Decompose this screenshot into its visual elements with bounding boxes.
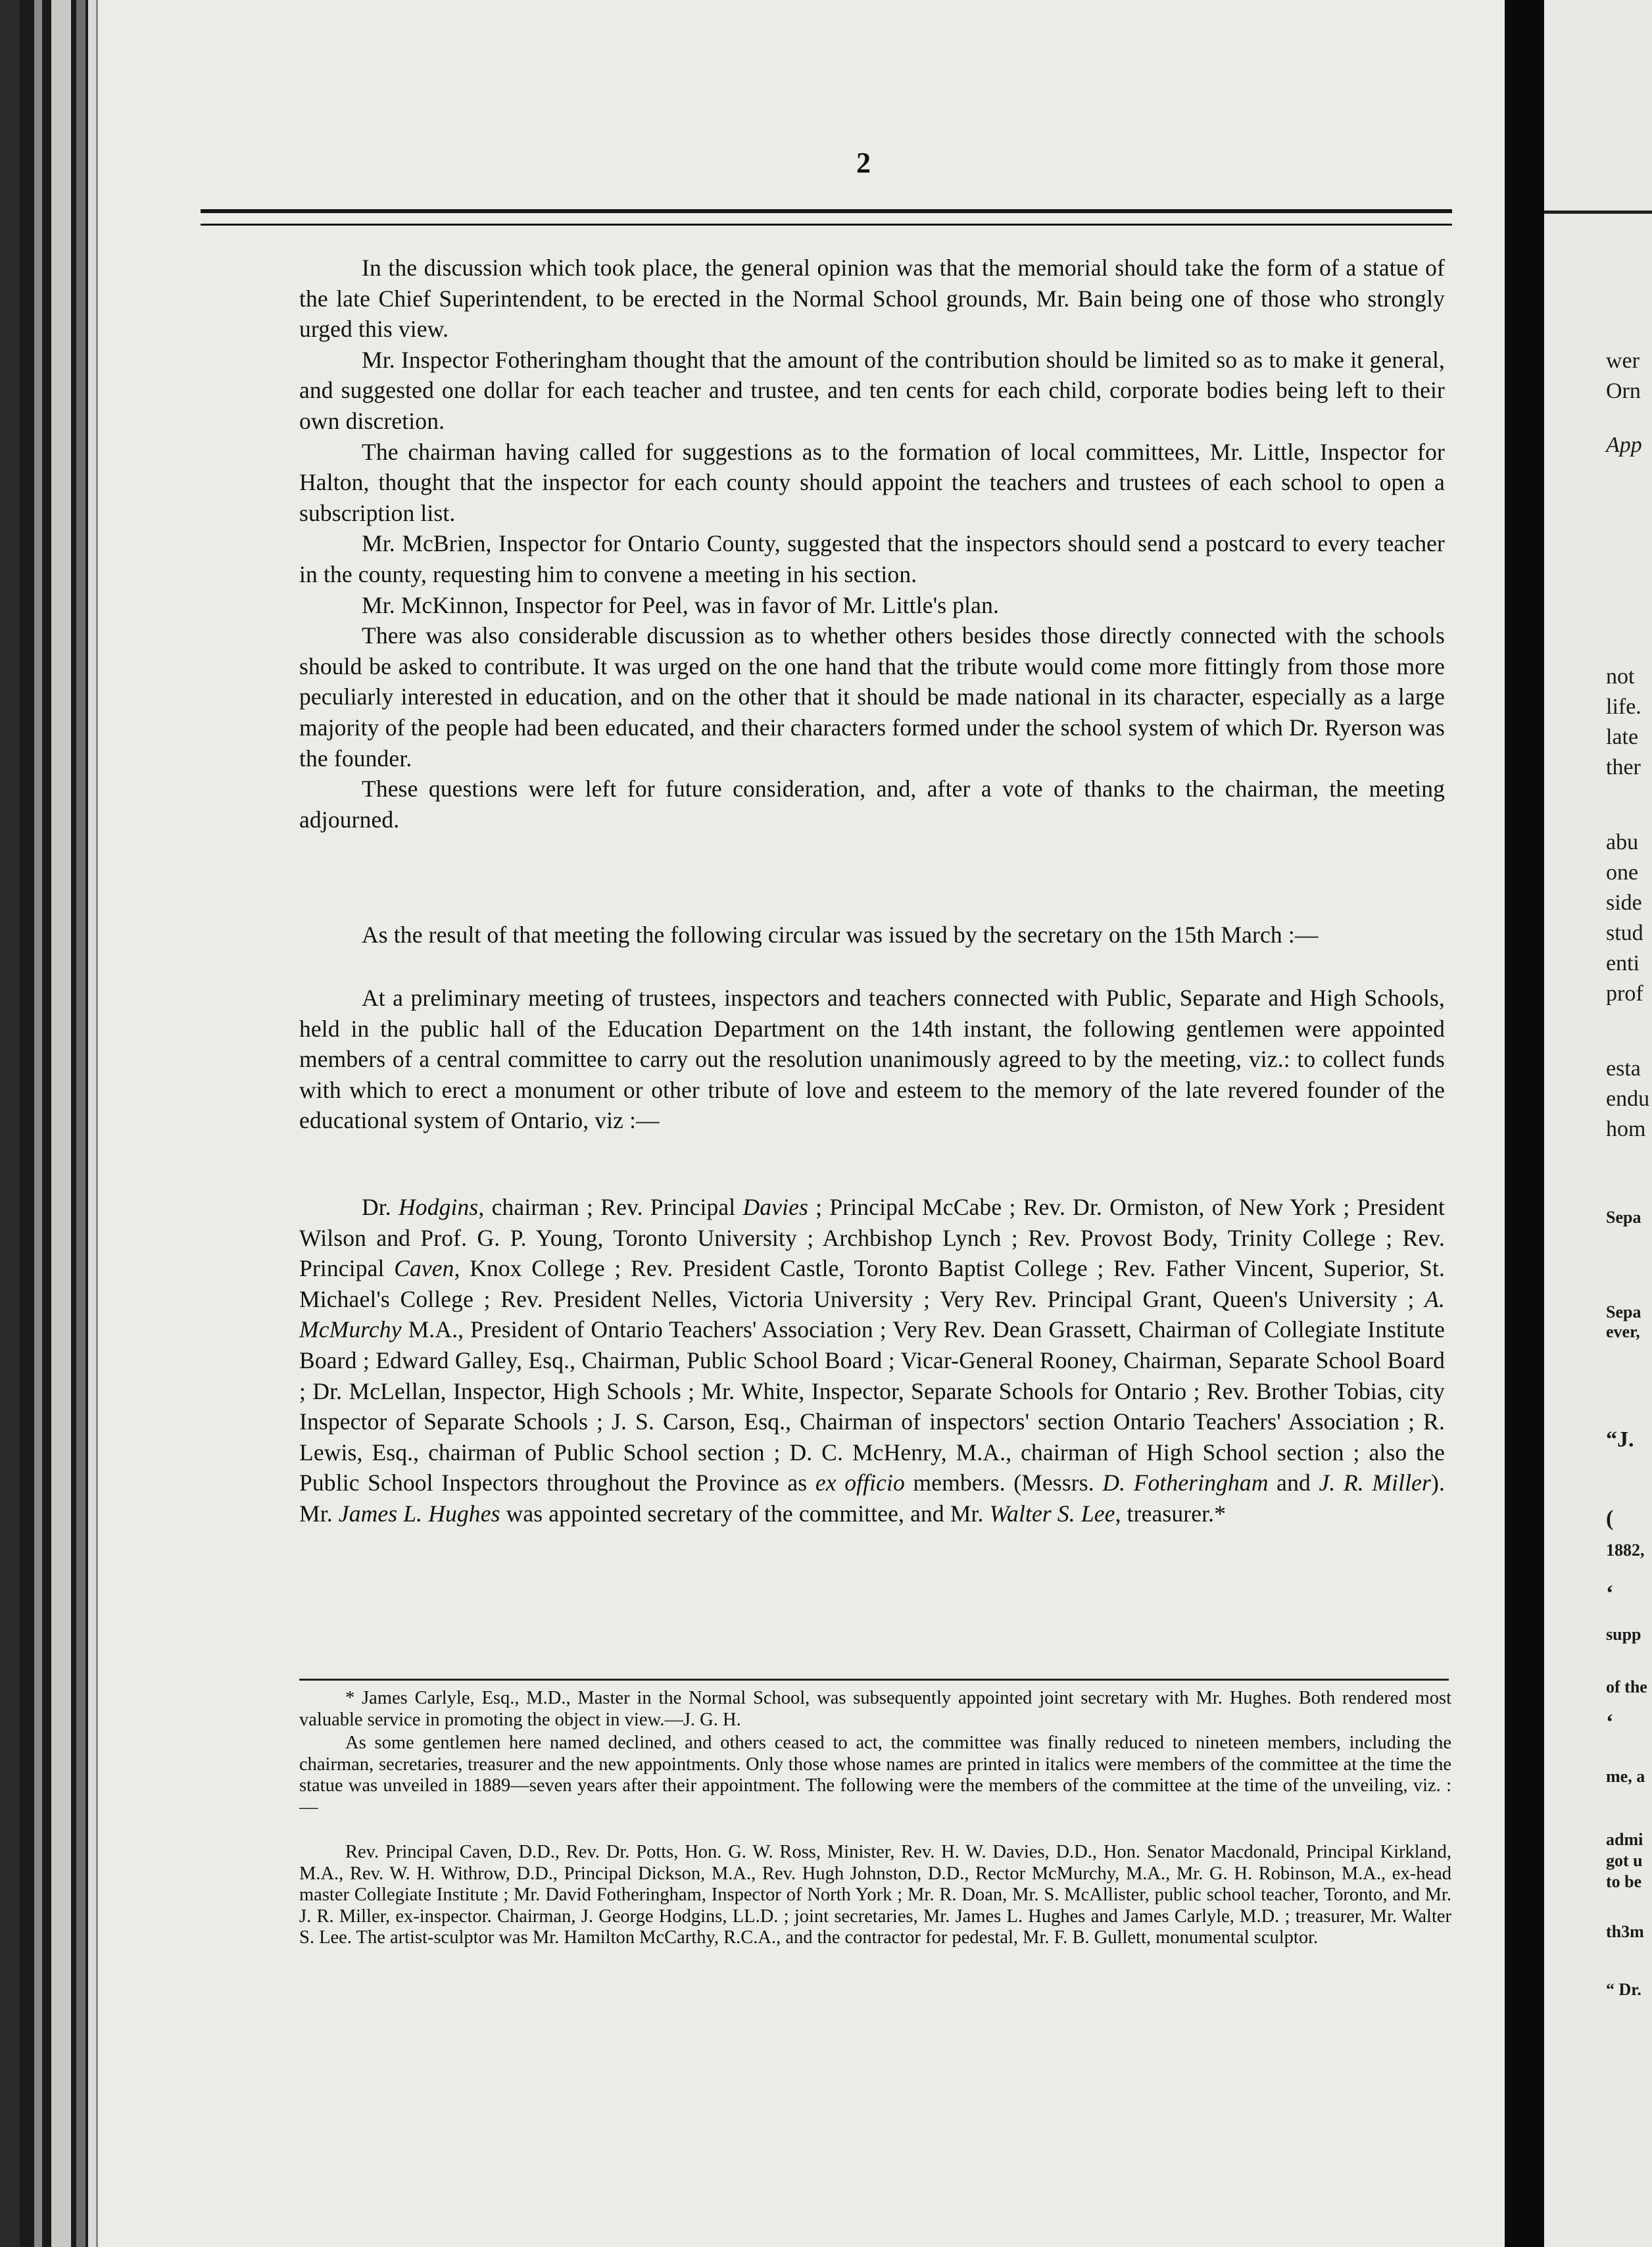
text-run: ). Mr. — [299, 1469, 1445, 1527]
scan-left-margin — [0, 0, 99, 2247]
paragraph: There was also considerable discussion as to whether others besides those directly connected with the schools should be asked to contribute. It was urged on the one hand that the tribute would come more fittingly from those more peculiarly interested in education, and on the other that it should be made national in its character, especially as a large majority of the people had been educated, and their characters formed under the school system of which Dr. Ryerson was the founder. — [299, 622, 1445, 772]
italic-name: James L. Hughes — [338, 1500, 500, 1527]
adjacent-fragment: me, a — [1606, 1767, 1645, 1786]
adjacent-fragment: ‘ — [1606, 1710, 1614, 1735]
scan-band — [88, 0, 96, 2247]
footnote — [299, 1842, 1451, 1949]
page-gutter — [1505, 0, 1544, 2247]
adjacent-fragment: got u — [1606, 1851, 1643, 1870]
adjacent-fragment: supp — [1606, 1625, 1641, 1644]
text-run: , Knox College ; Rev. President Castle, Toronto Baptist College ; Rev. Father Vincent, Superior, St. Michael's College ; Rev. President Nelles, Victoria University ; Very Rev. Principal Grant, Queen's University ; — [299, 1255, 1446, 1312]
italic-name: D. Fotheringham — [1102, 1469, 1269, 1496]
header-double-rule — [201, 209, 1452, 226]
adjacent-fragment: one — [1606, 860, 1639, 885]
adjacent-fragment: admi — [1606, 1830, 1643, 1849]
adjacent-fragment: life. — [1606, 695, 1641, 719]
italic-name: Hodgins — [399, 1194, 479, 1220]
scan-band — [76, 0, 85, 2247]
adjacent-page-rule — [1544, 210, 1652, 214]
italic-term: ex officio — [815, 1469, 905, 1496]
adjacent-fragment: endu — [1606, 1087, 1650, 1111]
text-run: was appointed secretary of the committee, and Mr. — [500, 1500, 990, 1527]
paragraph: The chairman having called for suggestions as to the formation of local committees, Mr. Little, Inspector for Halton, thought that the inspector for each county should appoint the teachers and trustees of each school to open a subscription list. — [299, 438, 1445, 526]
adjacent-fragment: “ Dr. — [1606, 1980, 1641, 1999]
paragraph: These questions were left for future consideration, and, after a vote of thanks to the chairman, the meeting adjourned. — [299, 776, 1445, 833]
text-run: Dr. — [362, 1194, 399, 1220]
adjacent-fragment: ( — [1606, 1506, 1614, 1531]
adjacent-fragment: prof — [1606, 981, 1643, 1006]
adjacent-fragment: enti — [1606, 951, 1640, 975]
circular-paragraph-block — [299, 983, 1445, 1136]
adjacent-fragment: Orn — [1606, 379, 1641, 403]
text-run: members. (Messrs. — [904, 1469, 1103, 1496]
adjacent-fragment: Sepa — [1606, 1208, 1641, 1227]
footnote-text: Rev. Principal Caven, D.D., Rev. Dr. Potts, Hon. G. W. Ross, Minister, Rev. H. W. Davies, D.D., Hon. Senator Macdonald, Principal Kirkland, M.A., Rev. W. H. Withrow, D.D., Principal Dickson, M.A., Rev. Hugh Johnston, D.D., Rector McMurchy, M.A., Mr. G. H. Robinson, M.A., ex-head master Collegiate Institute ; Mr. David Fotheringham, Inspector of North York ; Mr. R. Doan, Mr. S. McAllister, public school teacher, Toronto, and Mr. J. R. Miller, ex-inspector. Chairman, J. George Hodgins, LL.D. ; joint secretaries, Mr. James L. Hughes and James Carlyle, M.D. ; treasurer, Mr. Walter S. Lee. The artist-sculptor was Mr. Hamilton McCarthy, R.C.A., and the contractor for pedestal, Mr. F. B. Gullett, monumental sculptor. — [299, 1842, 1451, 1948]
adjacent-fragment: Sepa — [1606, 1302, 1641, 1321]
adjacent-fragment: abu — [1606, 830, 1639, 854]
adjacent-fragment: th3m — [1606, 1922, 1644, 1941]
adjacent-fragment: not — [1606, 664, 1635, 689]
italic-name: J. R. Miller — [1319, 1469, 1431, 1496]
adjacent-fragment: App — [1606, 433, 1642, 457]
footnote-rule — [299, 1679, 1449, 1681]
committee-members-paragraph — [299, 1192, 1445, 1529]
footnote-text: As some gentlemen here named declined, and others ceased to act, the committee was finally reduced to nineteen members, including the chairman, secretaries, treasurer and the new appointments. Only those whose names are printed in italics were members of the committee at the time the statue was unveiled in 1889—seven years after their appointment. The following were the members of the committee at the time of the unveiling, viz. :— — [299, 1733, 1451, 1817]
paragraph: Mr. Inspector Fotheringham thought that the amount of the contribution should be limited so as to make it general, and suggested one dollar for each teacher and trustee, and ten cents for each child, corporate bodies being left to their own discretion. — [299, 346, 1445, 434]
adjacent-fragment: “J. — [1606, 1427, 1634, 1452]
italic-name: A. McMurchy — [299, 1285, 1445, 1343]
adjacent-fragment: of the — [1606, 1677, 1647, 1696]
scan-band — [0, 0, 20, 2247]
committee-members-block — [299, 1192, 1445, 1529]
italic-name: Walter S. Lee — [989, 1500, 1115, 1527]
adjacent-fragment: ever, — [1606, 1322, 1640, 1341]
adjacent-fragment: late — [1606, 725, 1639, 749]
footnote-text: * James Carlyle, Esq., M.D., Master in the Normal School, was subsequently appointed joint secretary with Mr. Hughes. Both rendered most valuable service in promoting the object in view.—J. G. H. — [299, 1688, 1451, 1730]
adjacent-fragment: stud — [1606, 921, 1643, 945]
italic-name: Davies — [742, 1194, 808, 1220]
text-run: ; Principal McCabe ; Rev. Dr. Ormiston, of New York ; President Wilson and Prof. G. P. Young, Toronto University ; Archbishop Lynch ; Rev. Provost Body, Trinity College ; Rev. Principal — [299, 1194, 1445, 1282]
result-paragraph-block — [299, 920, 1445, 951]
adjacent-fragment: to be — [1606, 1872, 1642, 1891]
adjacent-fragment: ther — [1606, 755, 1641, 779]
footnote — [299, 1688, 1451, 1731]
italic-name: Caven — [394, 1255, 454, 1282]
paragraph: Mr. McBrien, Inspector for Ontario County, suggested that the inspectors should send a postcard to every teacher in the county, requesting him to convene a meeting in his section. — [299, 530, 1445, 587]
paragraph: In the discussion which took place, the general opinion was that the memorial should take the form of a statue of the late Chief Superintendent, to be erected in the Normal School grounds, Mr. Bain being one of those who strongly urged this view. — [299, 255, 1445, 343]
adjacent-fragment: wer — [1606, 349, 1640, 373]
scan-band — [34, 0, 42, 2247]
text-run: , chairman ; Rev. Principal — [478, 1194, 743, 1220]
adjacent-fragment: 1882, — [1606, 1541, 1645, 1560]
result-paragraph: As the result of that meeting the following circular was issued by the secretary on the 15th March :— — [362, 922, 1319, 948]
footnote — [299, 1733, 1451, 1818]
adjacent-fragment: ‘ — [1606, 1581, 1614, 1606]
adjacent-fragment: hom — [1606, 1117, 1646, 1141]
text-run: and — [1268, 1469, 1319, 1496]
adjacent-fragment: side — [1606, 891, 1642, 915]
paragraph: Mr. McKinnon, Inspector for Peel, was in favor of Mr. Little's plan. — [362, 591, 999, 618]
circular-paragraph: At a preliminary meeting of trustees, inspectors and teachers connected with Public, Separate and High Schools, held in the public hall of the Education Department on the 14th instant, the following gentlemen were appointed members of a central committee to carry out the resolution unanimously agreed to by the meeting, viz.: to collect funds with which to erect a monument or other tribute of love and esteem to the memory of the late revered founder of the educational system of Ontario, viz :— — [299, 985, 1445, 1134]
text-run: , treasurer.* — [1115, 1500, 1227, 1527]
scan-band — [51, 0, 71, 2247]
discussion-paragraphs — [299, 253, 1445, 835]
adjacent-fragment: esta — [1606, 1056, 1641, 1081]
adjacent-page-edge — [1544, 0, 1652, 2247]
page-number: 2 — [856, 147, 871, 179]
text-run: M.A., President of Ontario Teachers' Association ; Very Rev. Dean Grassett, Chairman of Collegiate Institute Board ; Edward Galley, Esq., Chairman, Public School Board ; Vicar-General Rooney, Chairman, Separate School Board ; Dr. McLellan, Inspector, High Schools ; Mr. White, Inspector, Separate Schools for Ontario ; Rev. Brother Tobias, city Inspector of Separate Schools ; J. S. Carson, Esq., Chairman of inspectors' section Ontario Teachers' Association ; R. Lewis, Esq., chairman of Public School section ; D. C. McHenry, M.A., chairman of High School section ; also the Public School Inspectors throughout the Province as — [299, 1316, 1445, 1496]
